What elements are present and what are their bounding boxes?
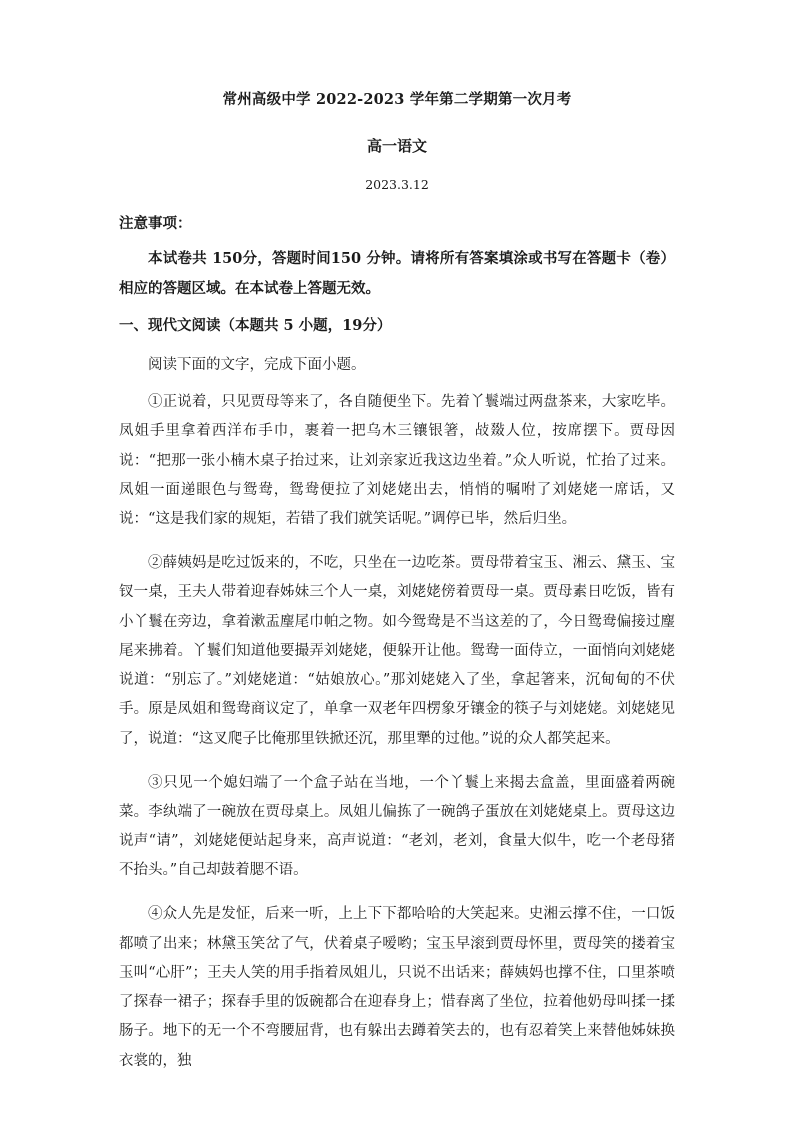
passage-paragraph-4: ④众人先是发怔，后来一听，上上下下都哈哈的大笑起来。史湘云撑不住，一口饭都喷了出来；林黛玉笑岔了气，伏着桌子嗳哟；宝玉早滚到贾母怀里，贾母笑的搂着宝玉叫“心肝”；王夫人笑的用手指着凤姐儿，只说不出话来；薛姨妈也撑不住，口里茶喷了探春一裙子；探春手里的饭碗都合在迎春身上；惜春离了坐位，拉着他奶母叫揉一揉肠子。地下的无一个不弯腰屈背，也有躲出去蹲着笑去的，也有忍着笑上来替他姊妹换衣裳的，独 xyxy=(119,906,675,1069)
exam-subject: 高一语文 xyxy=(366,137,427,155)
notice-heading: 注意事项： xyxy=(119,215,192,232)
exam-date: 2023.3.12 xyxy=(365,177,429,192)
notice-body: 本试卷共 150分，答题时间150 分钟。请将所有答案填涂或书写在答题卡（卷）相应的答题区域。在本试卷上答题无效。 xyxy=(119,250,675,297)
passage-paragraph-1: ①正说着，只见贾母等来了，各自随便坐下。先着丫鬟端过两盘茶来，大家吃毕。凤姐手里拿着西洋布手巾，裹着一把乌木三镶银箸，敁敠人位，按席摆下。贾母因说：“把那一张小楠木桌子抬过来，让刘亲家近我这边坐着。”众人听说，忙抬了过来。凤姐一面递眼色与鸳鸯，鸳鸯便拉了刘姥姥出去，悄悄的嘱咐了刘姥姥一席话，又说：“这是我们家的规矩，若错了我们就笑话呢。”调停已毕，然后归坐。 xyxy=(119,394,675,528)
passage-paragraph-2: ②薛姨妈是吃过饭来的，不吃，只坐在一边吃茶。贾母带着宝玉、湘云、黛玉、宝钗一桌，王夫人带着迎春姊妹三个人一桌，刘姥姥傍着贾母一桌。贾母素日吃饭，皆有小丫鬟在旁边，拿着漱盂麈尾巾帕之物。如今鸳鸯是不当这差的了，今日鸳鸯偏接过麈尾来拂着。丫鬟们知道他要撮弄刘姥姥，便躲开让他。鸳鸯一面侍立，一面悄向刘姥姥说道：“别忘了。”刘姥姥道：“姑娘放心。”那刘姥姥入了坐，拿起箸来，沉甸甸的不伏手。原是凤姐和鸳鸯商议定了，单拿一双老年四楞象牙镶金的筷子与刘姥姥。刘姥姥见了，说道：“这叉爬子比俺那里铁掀还沉，那里犟的过他。”说的众人都笑起来。 xyxy=(119,554,675,747)
section-heading: 一、现代文阅读（本题共 5 小题，19分） xyxy=(119,317,392,334)
exam-title: 常州高级中学 2022-2023 学年第二学期第一次月考 xyxy=(222,91,572,108)
passage-paragraph-3: ③只见一个媳妇端了一个盒子站在当地，一个丫鬟上来揭去盒盖，里面盛着两碗菜。李纨端了一碗放在贾母桌上。凤姐儿偏拣了一碗鸽子蛋放在刘姥姥桌上。贾母这边说声“请”，刘姥姥便站起身来，高声说道：“老刘，老刘，食量大似牛，吃一个老母猪不抬头。”自己却鼓着腮不语。 xyxy=(119,774,675,879)
exam-page xyxy=(119,90,675,1091)
reading-instruction: 阅读下面的文字，完成下面小题。 xyxy=(148,357,366,373)
